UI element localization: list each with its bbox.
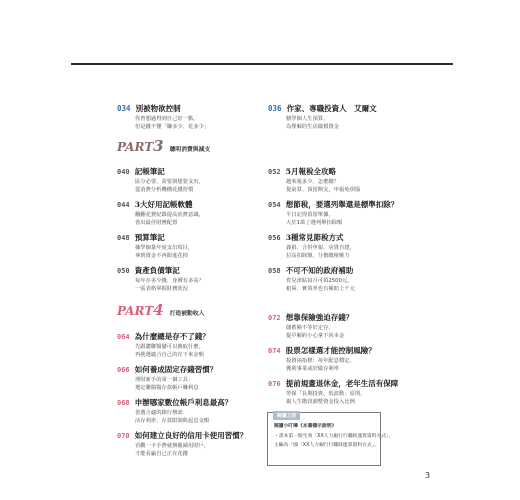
entry-number: 054: [268, 201, 281, 209]
entry-title: 3種常見節稅方式: [285, 233, 344, 242]
entry-desc-1: 區分必要、需要與想要支出，: [135, 179, 204, 185]
entry-desc-2: 但是錢不懂「賺多少、花多少」: [135, 124, 210, 131]
entry-title: 不可不知的政府補助: [285, 266, 354, 275]
entry-desc-1: 善選合適的銀行辦認：: [135, 410, 188, 416]
entry-desc-2: 獲利事業或好做存利率: [286, 366, 339, 373]
entry-desc-2: 善出最佳財務配置: [135, 220, 178, 227]
entry-title: 為什麼總是存不了錢？: [134, 332, 210, 341]
entry-desc-2: 租屋、實領率也有補助上千元: [286, 286, 355, 293]
entry-number: 066: [117, 366, 130, 374]
entry-desc-2: 拉高扣除額、分擔繳稅壓力: [286, 253, 350, 260]
entry-desc-1: 育兒津貼每月可領2500元，: [286, 278, 353, 284]
toc-entry-048[interactable]: [117, 225, 193, 260]
part3-digit: 3: [153, 137, 164, 155]
entry-number: 074: [268, 347, 281, 355]
toc-entry-036[interactable]: [268, 96, 377, 131]
entry-number: 036: [268, 104, 282, 113]
entry-desc-2: 大於1萬了選列舉扣除額: [286, 220, 343, 227]
entry-title: 別被物欲控制: [135, 104, 181, 113]
entry-number: 048: [117, 234, 130, 242]
toc-entry-058[interactable]: [268, 258, 355, 293]
part3-word: PART: [117, 140, 154, 154]
entry-title: 如何建立良好的信用卡使用習慣？: [134, 431, 248, 440]
entry-desc-1: 越來報多少、怎麼繳？: [286, 179, 339, 185]
entry-title: 預算筆記: [134, 233, 165, 242]
toc-entry-070[interactable]: [117, 423, 247, 458]
part4-digit: 4: [153, 301, 164, 319]
toc-entry-064[interactable]: [117, 324, 210, 359]
entry-number: 070: [117, 432, 130, 440]
toc-entry-074[interactable]: [268, 338, 376, 373]
toc-entry-066[interactable]: [117, 357, 217, 392]
toc-entry-072[interactable]: [268, 305, 353, 340]
entry-desc-1: 每年存多少錢、身價有多高？: [135, 278, 204, 284]
toc-entry-056[interactable]: [268, 225, 355, 260]
entry-number: 034: [117, 104, 131, 113]
entry-desc-2: 親人生階段調整資金投入比例: [286, 399, 355, 406]
entry-number: 058: [268, 267, 281, 275]
entry-desc-2: 從消費分析機構花錢習慣: [135, 187, 194, 194]
part3-subtitle: 聰明消費與減支: [169, 147, 211, 153]
entry-title: 3大好用記帳軟體: [134, 200, 193, 209]
toc-entry-052[interactable]: [268, 159, 360, 194]
reading-note-box: [267, 412, 394, 466]
toc-entry-040[interactable]: [117, 159, 204, 194]
entry-desc-1: 義捐、合併申報、房貸自建，: [286, 245, 355, 251]
entry-desc-1: 勞保「長期投資，低波動」原則，: [286, 391, 366, 397]
entry-desc-2: 一張表格掌握財務狀況: [135, 286, 188, 293]
part3-heading: [117, 136, 210, 155]
top-rule: [71, 63, 453, 65]
part4-word: PART: [117, 304, 154, 318]
entry-desc-1: 平日記得留留單據，: [286, 212, 334, 218]
entry-number: 040: [117, 168, 130, 176]
entry-title: 5月報稅全攻略: [285, 167, 336, 176]
toc-entry-054[interactable]: [268, 192, 398, 227]
entry-desc-1: 先跟聰聯醫儲可以換取什麼，: [135, 344, 204, 350]
entry-desc-1: 理財新手的第一個工具：: [135, 377, 194, 383]
entry-desc-1: 儲蓄險不等於定存，: [286, 325, 334, 331]
toc-entry-050[interactable]: [117, 258, 204, 293]
entry-desc-1: 積學個人生預算，: [286, 116, 329, 122]
entry-desc-2: 再挑選適合自己的存下來金額: [135, 352, 204, 359]
entry-desc-1: 翻翻花費紀錄提高消費意識，: [135, 212, 204, 218]
entry-desc-1: 投資兩指標：每年配息穩定、: [286, 358, 355, 364]
entry-desc-2: 為理解的生活做模資金: [286, 124, 339, 131]
note-line-1: ・書本第一版生效「XX人力銀行行職缺運算資料方式」，: [274, 434, 394, 439]
note-heading: 閱讀小叮嚀《本書標示說明》: [274, 424, 337, 429]
note-tag: 閱讀之前: [273, 411, 300, 420]
note-line-2: 主編為「國「XX人力銀行行職缺運算資料方式」。: [274, 443, 379, 448]
entry-number: 076: [268, 380, 281, 388]
entry-title: 想靠保險強迫存錢？: [285, 313, 354, 322]
entry-title: 提前規畫退休金，老年生活有保障: [285, 379, 399, 388]
entry-number: 056: [268, 234, 281, 242]
entry-desc-2: 活存利率、存款限制與起息金額: [135, 418, 210, 425]
entry-title: 申辦哪家數位帳戶利息最高？: [134, 398, 233, 407]
part4-heading: [117, 300, 204, 319]
entry-desc-2: 拿到資金不再跟進花掉: [135, 253, 188, 260]
toc-entry-068[interactable]: [117, 390, 232, 425]
entry-number: 052: [268, 168, 281, 176]
entry-desc-2: 選定聯醫醫存款帳戶賺利息: [135, 385, 199, 392]
entry-title: 資產負債筆記: [134, 266, 180, 275]
entry-number: 050: [117, 267, 130, 275]
page-number: 3: [425, 471, 431, 480]
entry-desc-1: 據學個量年度支出項目，: [135, 245, 194, 251]
part4-subtitle: 打造被動收入: [169, 311, 205, 317]
entry-title: 股票怎樣選才能控制風險？: [285, 346, 376, 355]
entry-desc-2: 提前算、預留開支，申報免煩惱: [286, 187, 361, 194]
entry-desc-2: 提早解約小心拿不回本金: [286, 333, 345, 340]
entry-title: 如何養成固定存錢習慣？: [134, 365, 218, 374]
entry-title: 作家、專職投資人 艾爾文: [286, 104, 377, 113]
entry-number: 064: [117, 333, 130, 341]
entry-title: 想節稅，要選列舉還是標準扣除？: [285, 200, 399, 209]
toc-entry-044[interactable]: [117, 192, 204, 227]
entry-desc-1: 你曾想過得到自己好一點，: [135, 116, 199, 122]
entry-title: 記帳筆記: [134, 167, 165, 176]
entry-number: 072: [268, 314, 281, 322]
toc-entry-034[interactable]: [117, 96, 209, 131]
entry-number: 044: [117, 201, 130, 209]
entry-desc-2: 才能看贏自己正在花錢: [135, 451, 188, 458]
entry-desc-1: 看觀一卡手費就辦羅減用財戶，: [135, 443, 210, 449]
entry-number: 068: [117, 399, 130, 407]
toc-entry-076[interactable]: [268, 371, 398, 406]
